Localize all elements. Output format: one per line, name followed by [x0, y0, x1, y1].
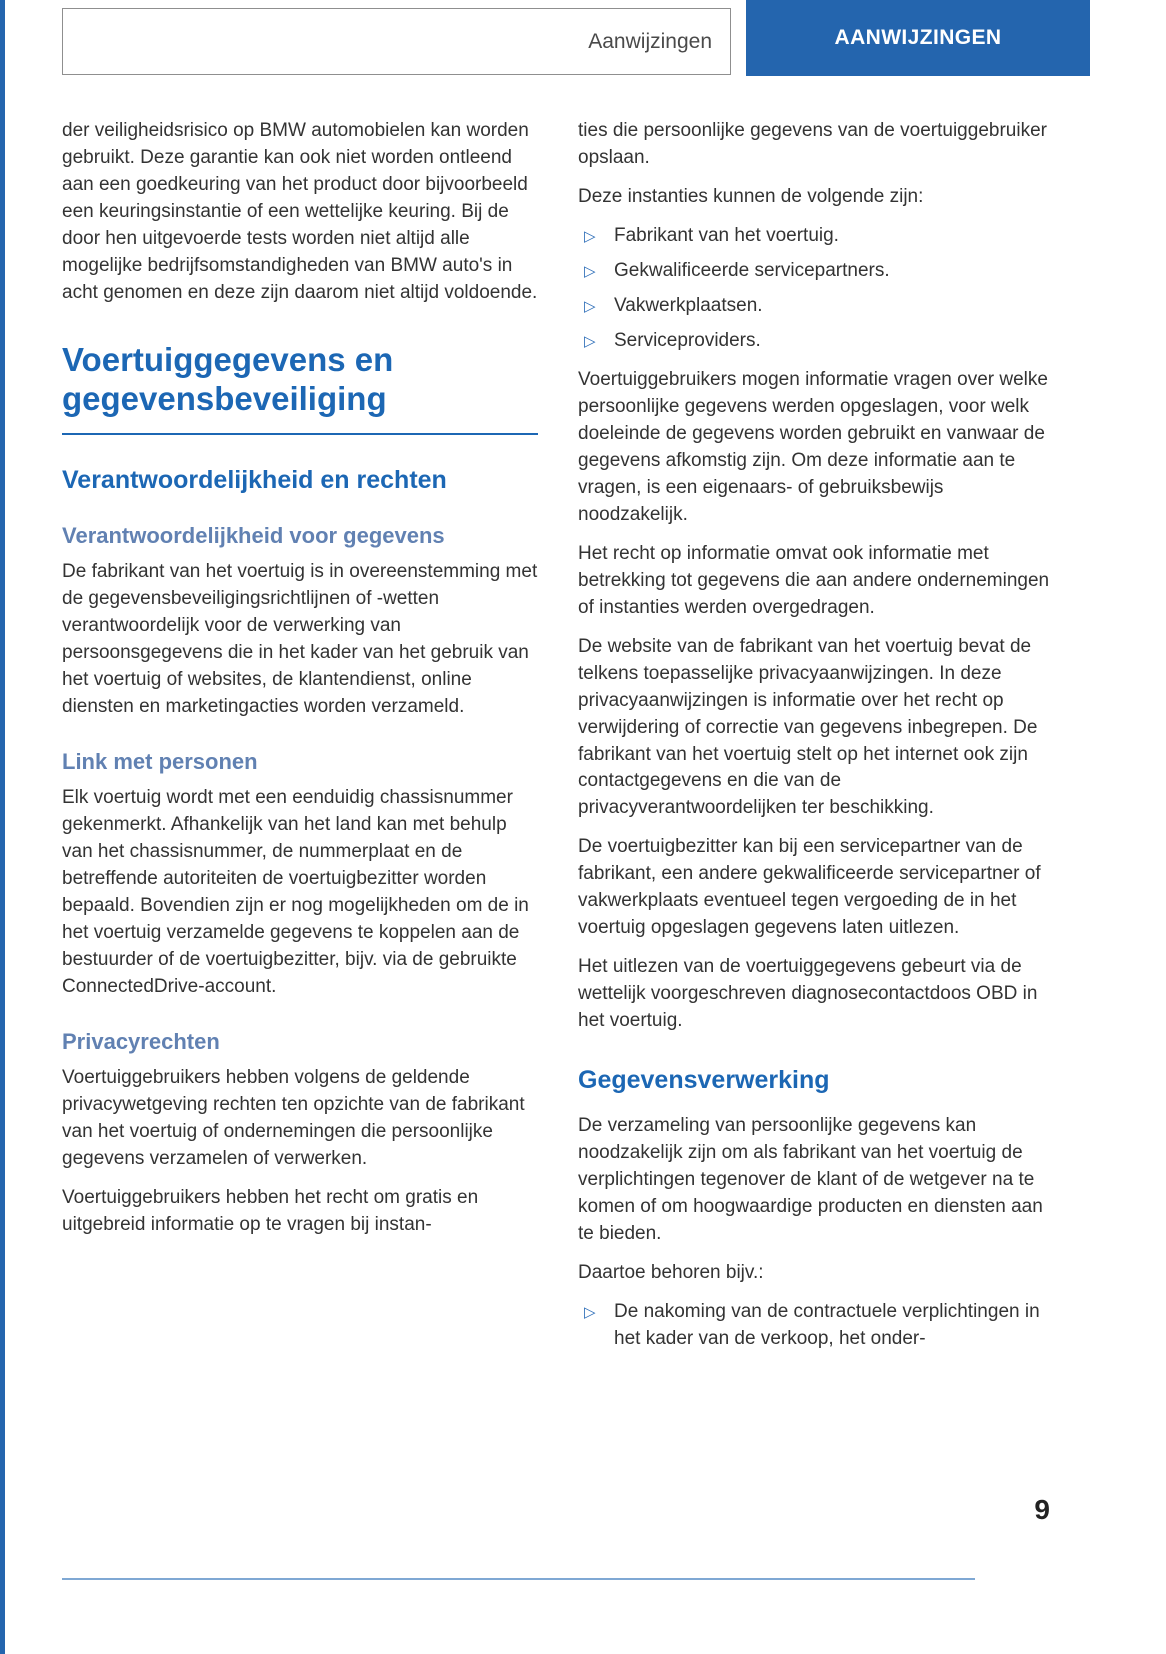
- triangle-bullet-icon: ▷: [584, 262, 596, 280]
- paragraph: De voertuigbezitter kan bij een servicepartner van de fabrikant, een andere gekwalificeerde servicepartner of vakwerkplaats eventueel tegen vergoeding de in het voertuig opgeslagen gegevens laten uitlezen.: [578, 836, 1041, 939]
- list-item-text: Fabrikant van het voertuig.: [614, 224, 839, 246]
- instanties-bullet-list: [578, 223, 1054, 355]
- list-item: [578, 258, 1054, 285]
- paragraph: Voertuiggebruikers hebben het recht om gratis en uitgebreid informatie op te vragen bij instan-: [62, 1187, 479, 1236]
- triangle-bullet-icon: ▷: [584, 227, 596, 245]
- paragraph: Voertuiggebruikers mogen informatie vragen over welke persoonlijke gegevens werden opgeslagen, voor welk doeleinde de gegevens worden gebruikt en vanwaar de gegevens afkomstig zijn. Om deze informatie aan te vragen, is een eigenaars- of gebruiksbewijs noodzakelijk.: [578, 368, 1048, 525]
- chapter-tab-label: AANWIJZINGEN: [834, 26, 1002, 49]
- page-edge-accent-bar: [0, 0, 5, 1654]
- paragraph: Voertuiggebruikers hebben volgens de geldende privacywetgeving rechten ten opzichte van de fabrikant van het voertuig of ondernemingen die persoonlijke gegevens verzamelen of verwerken.: [62, 1067, 525, 1170]
- list-item: [578, 328, 1054, 355]
- list-item-text: Serviceproviders.: [614, 329, 761, 351]
- paragraph: Het uitlezen van de voertuiggegevens gebeurt via de wettelijk voorgeschreven diagnosecontactdoos OBD in het voertuig.: [578, 956, 1038, 1032]
- chapter-title: Voertuiggegevens en gegevensbeveiliging: [62, 341, 538, 435]
- footer-divider-line: [62, 1578, 975, 1580]
- left-column: [62, 118, 538, 1365]
- list-item: [578, 1299, 1054, 1353]
- right-column: [578, 118, 1054, 1365]
- chapter-tab: [746, 0, 1090, 76]
- list-item-text: Vakwerkplaatsen.: [614, 294, 763, 316]
- section-title-gegevensverwerking: Gegevensverwerking: [578, 1066, 830, 1095]
- paragraph: De verzameling van persoonlijke gegevens kan noodzakelijk zijn om als fabrikant van het voertuig de verplichtingen tegenover de klant of de wetgever na te komen of om hoogwaardige producten en diensten aan te bieden.: [578, 1115, 1043, 1245]
- triangle-bullet-icon: ▷: [584, 1304, 596, 1321]
- sub-title-link-met-personen: Link met personen: [62, 748, 258, 774]
- list-item: [578, 293, 1054, 320]
- verplichtingen-bullet-list: [578, 1299, 1054, 1353]
- header-doc-label: Aanwijzingen: [588, 29, 712, 53]
- list-item-text: De nakoming van de contractuele verplichtingen in het kader van de verkoop, het onder-: [614, 1301, 1040, 1349]
- page-number: 9: [1034, 1494, 1050, 1525]
- list-item: [578, 223, 1054, 250]
- paragraph: Elk voertuig wordt met een eenduidig chassisnummer gekenmerkt. Afhankelijk van het land kan met behulp van het chassisnummer, de nummerplaat en de betreffende autoriteiten de voertuigbezitter worden bepaald. Bovendien zijn er nog mogelijkheden om de in het voertuig verzamelde gegevens te koppelen aan de bestuurder of de voertuigbezitter, bijv. via de gebruikte ConnectedDrive-account.: [62, 787, 529, 998]
- paragraph: Het recht op informatie omvat ook informatie met betrekking tot gegevens die aan andere ondernemingen of instanties werden overgedragen.: [578, 542, 1050, 618]
- paragraph-intro: der veiligheidsrisico op BMW automobielen kan worden gebruikt. Deze garantie kan ook niet worden ontleend aan een goedkeuring van het product door bijvoorbeeld een keuringsinstantie of een wettelijke keuring. Bij de door hen uitgevoerde tests worden niet altijd alle mogelijke bedrijfsomstandigheden van BMW auto's in acht genomen en deze zijn daarom niet altijd voldoende.: [62, 120, 538, 303]
- triangle-bullet-icon: ▷: [584, 297, 596, 315]
- triangle-bullet-icon: ▷: [584, 332, 596, 350]
- paragraph: ties die persoonlijke gegevens van de voertuiggebruiker opslaan.: [578, 120, 1047, 168]
- sub-title-verantwoordelijkheid-gegevens: Verantwoordelijkheid voor gegevens: [62, 522, 445, 548]
- paragraph: Deze instanties kunnen de volgende zijn:: [578, 185, 924, 207]
- section-title-verantwoordelijkheid: Verantwoordelijkheid en rechten: [62, 465, 447, 494]
- list-item-text: Gekwalificeerde servicepartners.: [614, 259, 890, 281]
- sub-title-privacyrechten: Privacyrechten: [62, 1029, 220, 1054]
- header-box: [62, 8, 731, 75]
- paragraph: De website van de fabrikant van het voertuig bevat de telkens toepasselijke privacyaanwijzingen. In deze privacyaanwijzingen is informatie over het recht op verwijdering of correctie van gegevens inbegrepen. De fabrikant van het voertuig stelt op het internet ook zijn contactgegevens en die van de privacyverantwoordelijken ter beschikking.: [578, 635, 1038, 819]
- paragraph: De fabrikant van het voertuig is in overeenstemming met de gegevensbeveiligingsrichtlijnen of -wetten verantwoordelijk voor de verwerking van persoonsgegevens die in het kader van het gebruik van het voertuig of websites, de klantendienst, online diensten en marketingacties worden verzameld.: [62, 561, 538, 717]
- two-column-text: [62, 118, 1054, 1365]
- paragraph: Daartoe behoren bijv.:: [578, 1262, 764, 1284]
